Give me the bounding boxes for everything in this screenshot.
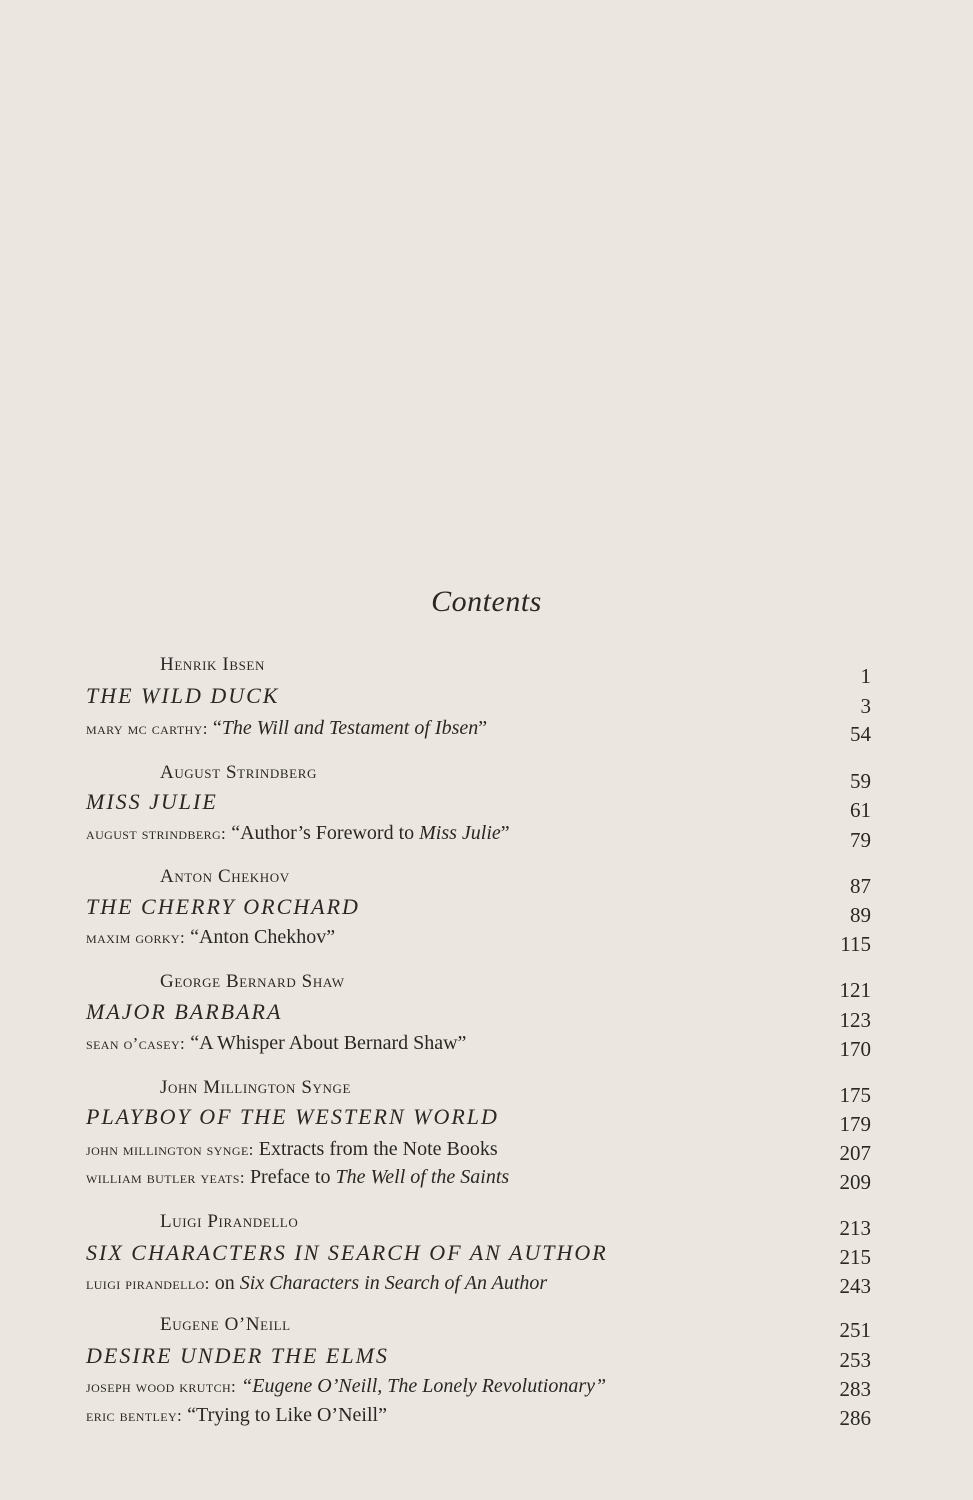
author-name: Anton Chekhov	[160, 866, 290, 887]
essay-entry	[86, 717, 487, 740]
page-number: 170	[839, 1037, 871, 1061]
essay-text: Preface to	[249, 1166, 336, 1188]
play-title: PLAYBOY OF THE WESTERN WORLD	[86, 1104, 499, 1129]
essay-author: luigi pirandello:	[86, 1274, 210, 1293]
essay-entry	[86, 1375, 606, 1398]
page-number: 3	[860, 694, 871, 718]
page-number: 1	[860, 664, 871, 688]
essay-text: “Author’s Foreword to	[231, 822, 420, 844]
author-name: Luigi Pirandello	[160, 1211, 299, 1232]
page-number: 207	[839, 1141, 871, 1165]
page-number: 215	[839, 1245, 871, 1269]
essay-entry	[86, 1272, 547, 1295]
page-number: 79	[850, 828, 871, 852]
author-name: August Strindberg	[160, 762, 317, 783]
page-number: 251	[839, 1318, 871, 1342]
page-number: 175	[839, 1083, 871, 1107]
essay-author: sean o’casey:	[86, 1034, 186, 1053]
essay-author: eric bentley:	[86, 1406, 183, 1425]
essay-author: maxim gorky:	[86, 928, 186, 947]
essay-text-end: ”	[478, 717, 488, 739]
essay-text: “Anton Chekhov”	[190, 926, 336, 948]
play-title: MISS JULIE	[86, 789, 218, 814]
page-number: 61	[850, 798, 871, 822]
author-name: John Millington Synge	[160, 1077, 352, 1098]
essay-entry	[86, 1166, 509, 1189]
essay-entry	[86, 1138, 498, 1161]
essay-text: “A Whisper About Bernard Shaw”	[190, 1032, 467, 1054]
essay-entry	[86, 926, 335, 949]
page-number: 213	[839, 1216, 871, 1240]
page-number: 253	[839, 1348, 871, 1372]
essay-title-italic: Six Characters in Search of An Author	[239, 1272, 548, 1294]
page-number: 59	[850, 769, 871, 793]
play-title: MAJOR BARBARA	[86, 999, 283, 1024]
essay-author: william butler yeats:	[86, 1168, 245, 1187]
page-number: 209	[839, 1170, 871, 1194]
author-name: Henrik Ibsen	[160, 654, 265, 675]
essay-text-end: ”	[500, 822, 510, 844]
page-number: 121	[839, 978, 871, 1002]
essay-title-italic: “Eugene O’Neill, The Lonely Revolutionary”	[241, 1375, 607, 1397]
essay-author: john millington synge:	[86, 1140, 254, 1159]
essay-title-italic: The Will and Testament of Ibsen	[221, 717, 479, 739]
essay-author: august strindberg:	[86, 824, 227, 843]
essay-title-italic: Miss Julie	[419, 822, 501, 844]
essay-text: Extracts from the Note Books	[258, 1138, 498, 1160]
essay-author: joseph wood krutch:	[86, 1377, 237, 1396]
play-title: SIX CHARACTERS IN SEARCH OF AN AUTHOR	[86, 1240, 608, 1265]
page-number: 87	[850, 874, 871, 898]
contents-heading: Contents	[431, 585, 542, 618]
essay-text: “Trying to Like O’Neill”	[187, 1404, 387, 1426]
play-title: THE WILD DUCK	[86, 683, 280, 708]
author-name: George Bernard Shaw	[160, 971, 345, 992]
page-number: 123	[839, 1008, 871, 1032]
author-name: Eugene O’Neill	[160, 1314, 291, 1335]
page-number: 283	[839, 1377, 871, 1401]
page-number: 286	[839, 1406, 871, 1430]
essay-entry	[86, 1032, 466, 1055]
essay-title-italic: The Well of the Saints	[335, 1166, 510, 1188]
play-title: THE CHERRY ORCHARD	[86, 894, 360, 919]
page-number: 179	[839, 1112, 871, 1136]
essay-entry	[86, 1404, 387, 1427]
page-number: 243	[839, 1274, 871, 1298]
essay-text: “	[212, 717, 222, 739]
play-title: DESIRE UNDER THE ELMS	[86, 1343, 389, 1368]
essay-text: on	[214, 1272, 240, 1294]
page-number: 54	[850, 722, 871, 746]
essay-entry	[86, 822, 510, 845]
page-number: 89	[850, 903, 871, 927]
page-number: 115	[840, 932, 871, 956]
essay-author: mary mc carthy:	[86, 719, 208, 738]
